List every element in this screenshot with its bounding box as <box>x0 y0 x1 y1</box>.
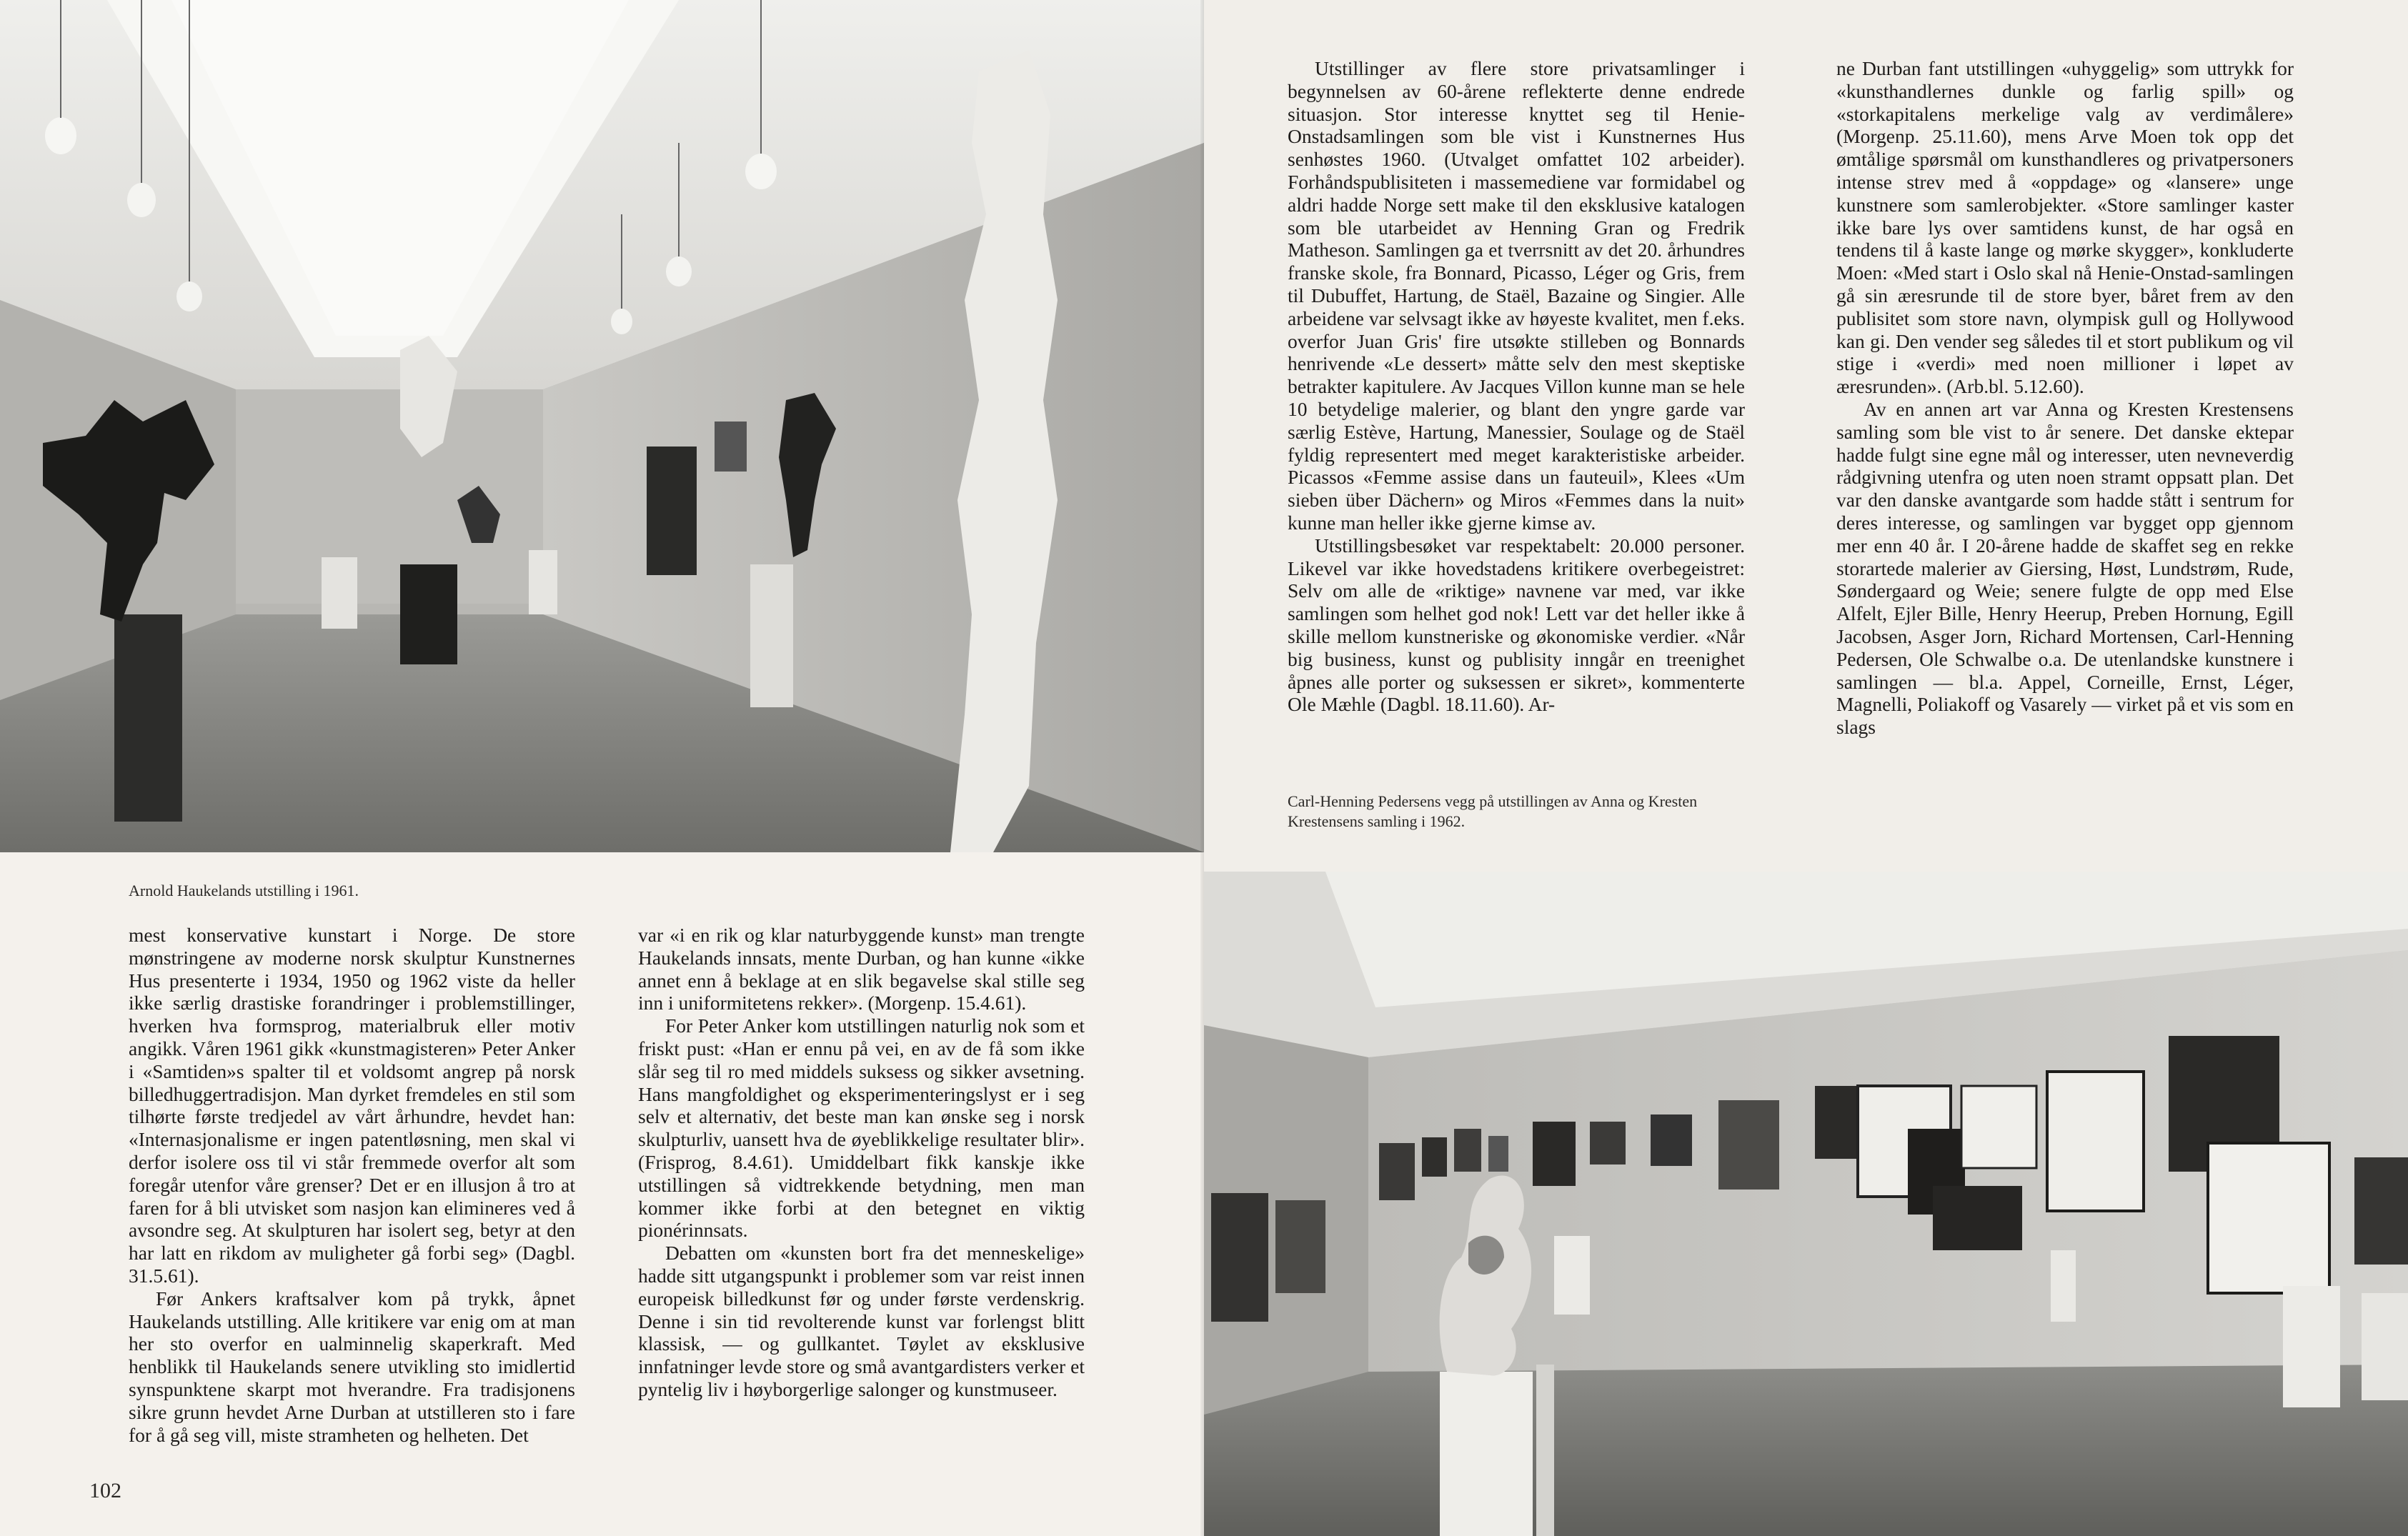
paragraph: Debatten om «kunsten bort fra det menneskelige» hadde sitt utgangspunkt i problemer som var reist innen europeisk billedkunst før og under første verdenskrig. Denne i sin tid revolterende kunst var forlengst blitt klassisk, — og gullkantet. Tøylet av eksklusive innfatninger levde store og små avantgardisters verker et pyntelig liv i høyborgerlige salonger og kunstmuseer. <box>638 1242 1085 1400</box>
paragraph: Før Ankers kraftsalver kom på trykk, åpnet Haukelands utstilling. Alle kritikere var enig om at man her sto overfor en ualminnelig skaperkraft. Med henblikk til Haukelands senere utvikling sto imidlertid synspunktene skarpt mot hverandre. Fra tradisjonens sikre grunn hevdet Arne Durban at utstilleren sto i fare for å gå seg vill, miste stramheten og helheten. Det <box>129 1287 575 1446</box>
caption-haukeland: Arnold Haukelands utstilling i 1961. <box>129 882 359 899</box>
right-column-1 <box>1288 57 1745 716</box>
photo-krestensen-collection <box>1204 872 2408 1536</box>
left-column-2 <box>638 924 1085 1401</box>
page-number: 102 <box>89 1479 121 1502</box>
paragraph: Av en annen art var Anna og Kresten Krestensens samling som ble vist to år senere. Det danske ektepar hadde fulgt sine egne mål og interesser, uten nevneverdig rådgivning utenfra og uten noen stramt oppsatt plan. Det var den danske avantgarde som hadde stått i sentrum for deres interesse, og samlingen var bygget opp gjennom mer enn 40 år. I 20-årene hadde de skaffet seg en rekke storartede malerier av Giersing, Høst, Lundstrøm, Rude, Søndergaard og Weie; senere fulgte de opp med Else Alfelt, Ejler Bille, Henry Heerup, Preben Hornung, Egill Jacobsen, Asger Jorn, Richard Mortensen, Carl-Henning Pedersen, Ole Schwalbe o.a. De utenlandske kunstnere i samlingen — bl.a. Appel, Corneille, Ernst, Léger, Magnelli, Poliakoff og Vasarely — virket på et vis som en slags <box>1836 397 2294 739</box>
paragraph: mest konservative kunstart i Norge. De store mønstringene av moderne norsk skulptur Kunstnernes Hus presenterte i 1934, 1950 og 1962 viste da heller ikke særlig drastiske forandringer i problemstillinger, hverken hva formsprog, materialbruk eller motiv angikk. Våren 1961 gikk «kunstmagisteren» Peter Anker i «Samtiden»s spalter til et voldsomt angrep på norsk billedhuggertradisjon. Man dyrket fremdeles en stil som tilhørte første tredjedel av vårt århundre, hevdet han: «Internasjonalisme er ingen patentløsning, men skal vi derfor isolere oss til vi står fremmede overfor alt som foregår utenfor våre grenser? Det er en illusjon å tro at faren for å bli utvisket som nasjon kan elimineres ved å avsondre seg. At skulpturen har isolert seg, betyr at den har latt en rikdom av muligheter gå forbi seg» (Dagbl. 31.5.61). <box>129 924 575 1287</box>
caption-line: Carl-Henning Pedersens vegg på utstillingen av Anna og Kresten <box>1288 792 1698 810</box>
left-column-1 <box>129 924 575 1446</box>
right-page <box>1204 0 2408 1536</box>
right-column-2 <box>1836 57 2294 739</box>
paragraph: Utstillinger av flere store privatsamlinger i begynnelsen av 60-årene reflekterte denne endrede situasjon. Stor interesse knyttet seg til Henie-Onstadsamlingen som ble vist i Kunstnernes Hus senhøstes 1960. (Utvalget omfattet 102 arbeider). Forhåndspublisiteten i massemediene var formidabel og aldri hadde Norge sett make til den eksklusive katalogen som ble utarbeidet av Henning Gran og Fredrik Matheson. Samlingen ga et tverrsnitt av det 20. århundres franske skole, fra Bonnard, Picasso, Léger og Gris, frem til Dubuffet, Hartung, de Staël, Bazaine og Singier. Alle arbeidene var selvsagt ikke av høyeste kvalitet, men f.eks. overfor Juan Gris' fire utsøkte stilleben og Bonnards henrivende «Le dessert» måtte selv den mest skeptiske betrakter kapitulere. Av Jacques Villon kunne man se hele 10 betydelige malerier, og blant den yngre garde var særlig Estève, Hartung, Manessier, Soulage og de Staël fyldig representert med meget karakteristiske arbeider. Picassos «Femme assise dans un fauteuil», Klees «Um sieben über Dächern» og Miros «Femmes dans la nuit» kunne man heller ikke gjerne kimse av. <box>1288 57 1745 534</box>
paragraph: For Peter Anker kom utstillingen naturlig nok som et friskt pust: «Han er ennu på vei, en av de få som ikke slår seg til ro med middels suksess og sikker avsetning. Hans mangfoldighet og eksperimenteringslyst er i seg selv et alternativ, det beste man kan ønske seg i norsk skulpturliv, uansett hva de øyeblikkelige resultater blir». (Frisprog, 8.4.61). Umiddelbart fikk kanskje ikke utstillingen så vidtrekkende betydning, men man kommer ikke forbi at den betegnet en viktig pionérinnsats. <box>638 1014 1085 1242</box>
gallery-paintings-image <box>1204 872 2408 1536</box>
photo-haukeland-exhibition <box>0 0 1204 852</box>
paragraph: Utstillingsbesøket var respektabelt: 20.000 personer. Likevel var ikke hovedstadens kritikere overbegeistret: Selv om alle de «riktige» navnene var med, var ikke samlingen som helhet god nok! Lett var det heller ikke å skille mellom kunstneriske og økonomiske verdier. «Når big business, kunst og publisity inngår en treenighet åpnes alle porter og suksessen er sikret», kommenterte Ole Mæhle (Dagbl. 18.11.60). Ar- <box>1288 534 1745 716</box>
gallery-sculpture-image <box>0 0 1204 852</box>
paragraph: ne Durban fant utstillingen «uhyggelig» som uttrykk for «kunsthandlernes dunkle og farlig spill» og «storkapitalens merkelige valg av verdimålere» (Morgenp. 25.11.60), mens Arve Moen tok opp det ømtålige spørsmål om kunsthandleres og privatpersoners intense strev med å «oppdage» og «lansere» unge kunstnere som samlerobjekter. «Store samlinger kaster ikke bare lys over samtidens kunst, de har også en tendens til å kaste lange og mørke skygger», konkluderte Moen: «Med start i Oslo skal nå Henie-Onstad-samlingen gå sin æresrunde til de store byer, båret frem av den publisitet som store navn, olympisk gull og Hollywood kan gi. Den vender seg således til et stort publikum og vil stige i «verdi» med noen millioner i løpet av æresrunden». (Arb.bl. 5.12.60). <box>1836 57 2294 398</box>
paragraph: var «i en rik og klar naturbyggende kunst» man trengte Haukelands innsats, mente Durban, og han kunne «ikke annet enn å beklage at en slik begavelse skal stille seg inn i uniformitetens rekker». (Morgenp. 15.4.61). <box>638 924 1085 1014</box>
caption-line: Krestensens samling i 1962. <box>1288 812 1466 830</box>
caption-pedersen <box>1288 792 1874 832</box>
